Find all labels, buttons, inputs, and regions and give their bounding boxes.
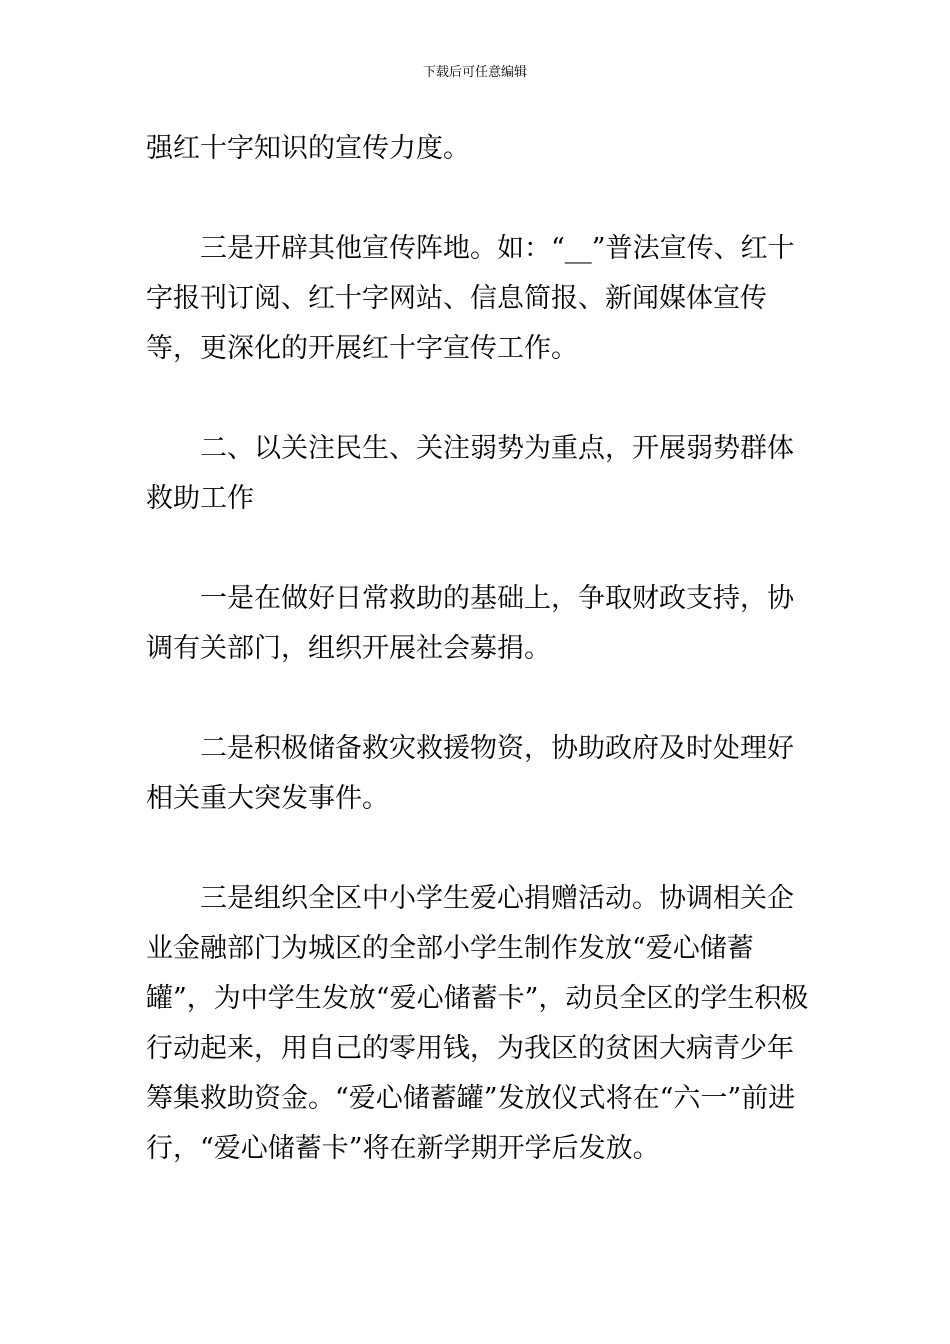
paragraph-gap xyxy=(146,174,810,224)
paragraph-3: 一是在做好日常救助的基础上，争取财政支持，协调有关部门，组织开展社会募捐。 xyxy=(146,583,794,664)
paragraph-gap xyxy=(146,674,810,724)
paragraph-4: 二是积极储备救灾救援物资，协助政府及时处理好相关重大突发事件。 xyxy=(146,733,794,814)
paragraph-gap xyxy=(146,824,810,874)
paragraph-2: 三是开辟其他宣传阵地。如：“__”普法宣传、红十字报刊订阅、红十字网站、信息简报、新闻媒体宣传等，更深化的开展红十字宣传工作。 xyxy=(146,233,795,364)
page-header: 下载后可任意编辑 xyxy=(422,65,527,80)
paragraph-5: 三是组织全区中小学生爱心捐赠活动。协调相关企业金融部门为城区的全部小学生制作发放“爱心储蓄罐”，为中学生发放“爱心储蓄卡”，动员全区的学生积极行动起来，用自己的零用钱，为我区的贫困大病青少年筹集救助资金。“爱心储蓄罐”发放仪式将在“六一”前进行，“爱心储蓄卡”将在新学期开学后发放。 xyxy=(146,883,809,1164)
paragraph-1: 强红十字知识的宣传力度。 xyxy=(146,133,470,164)
section-heading: 二、以关注民生、关注弱势为重点，开展弱势群体救助工作 xyxy=(146,433,794,514)
paragraph-gap xyxy=(146,524,810,574)
paragraph-gap xyxy=(146,374,810,424)
document-body xyxy=(146,124,810,1174)
